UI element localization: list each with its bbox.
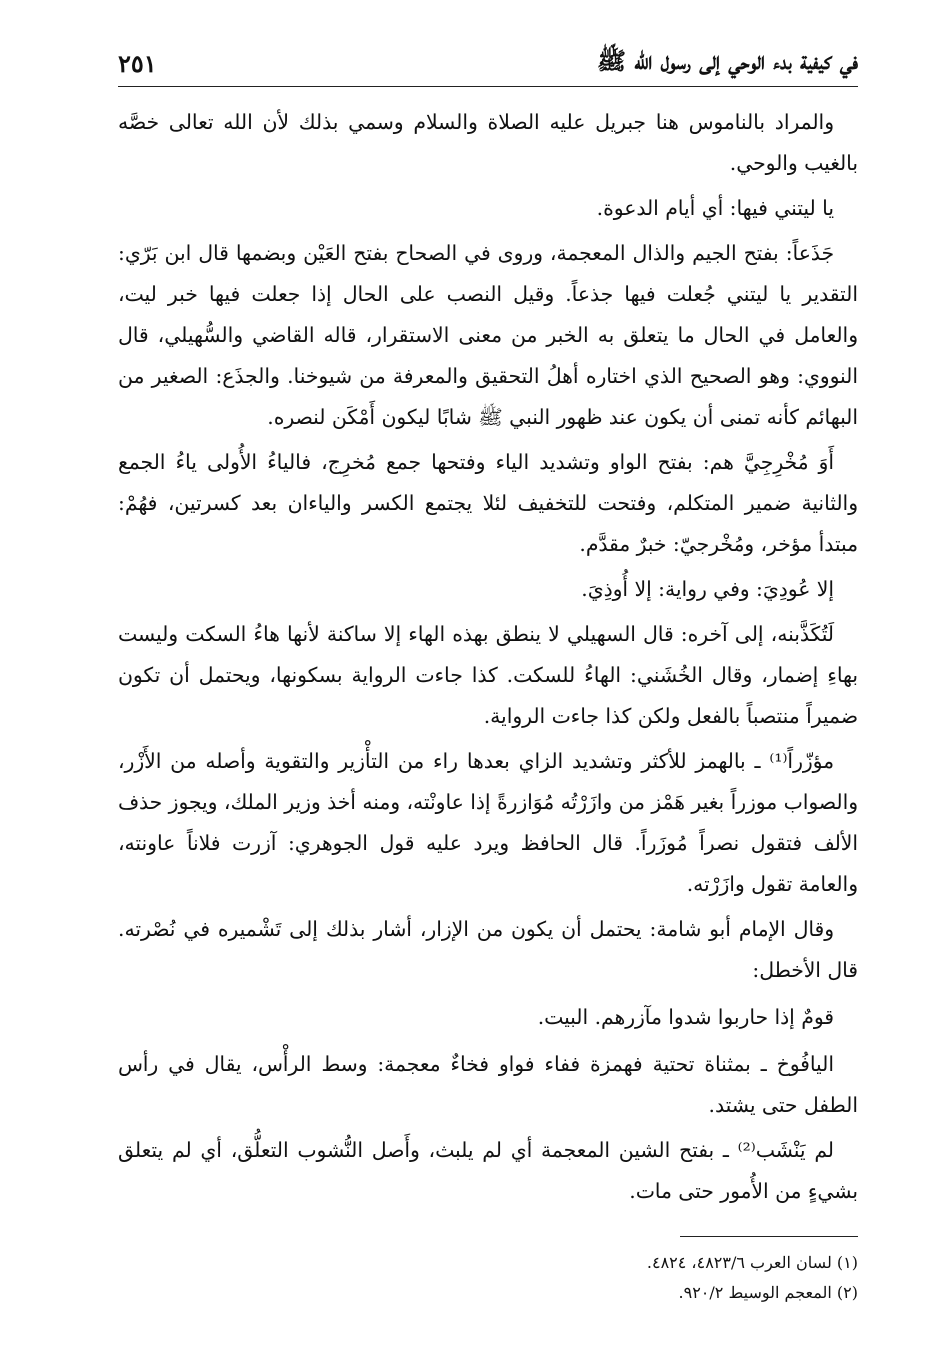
running-title: في كيفية بدء الوحي إلى رسول الله ﷺ	[596, 45, 858, 75]
paragraph: لَتُكَذَّبنه، إلى آخره: قال السهيلي لا ينطق بهذه الهاء إلا ساكنة لأنها هاءُ السكت وليست بهاءِ إضمار، وقال الخُشَني: الهاءُ للسكت. كذا جاءت الرواية بسكونها، ويحتمل أن تكون ضميراً منتصباً بالفعل ولكن كذا جاءت الرواية.	[118, 622, 858, 728]
footnote: (٢) المعجم الوسيط ٩٢٠/٢.	[678, 1283, 858, 1302]
paragraph: يا ليتني فيها: أي أيام الدعوة.	[596, 196, 834, 220]
paragraph: مؤزّراً⁽¹⁾ ـ بالهمز للأكثر وتشديد الزاي بعدها راء من التأْزير والتقوية وأصله من الأَزْر، والصواب موزراً بغير هَمْز من وازَرْتُه مُوَازرةً إذا عاونْته، ومنه أخذ وزير الملك، ويجوز حذف الألف فتقول نصراً مُوزَراً. قال الحافظ ويرد عليه قول الجوهري: آزرت فلاناً عاونته، والعامة تقول وازَرْته.	[118, 749, 858, 896]
footnote: (١) لسان العرب ٤٨٢٣/٦، ٤٨٢٤.	[646, 1253, 858, 1272]
paragraph: جَذَعاً: بفتح الجيم والذال المعجمة، وروى في الصحاح بفتح العَيْن وبضمها قال ابن بَرّي: التقدير يا ليتني جُعلت فيها جذعاً. وقيل النصب على الحال إذا جعلت فيها خبر ليت، والعامل في الحال ما يتعلق به الخبر من معنى الاستقرار، قاله القاضي والسُّهيلي، قال النووي: وهو الصحيح الذي اختاره أهلُ التحقيق والمعرفة من شيوخنا. والجذَع: الصغير من البهائم كأنه تمنى أن يكون عند ظهور النبي ﷺ شابًا ليكون أَمْكَن لنصره.	[118, 241, 858, 429]
poetry-verse: قومٌ إذا حاربوا شدوا مآزرهم. البيت.	[537, 1005, 834, 1029]
main-text	[118, 102, 858, 1216]
footnotes	[300, 1248, 858, 1308]
footnote-divider	[680, 1236, 858, 1237]
paragraph: وقال الإمام أبو شامة: يحتمل أن يكون من الإزار، أشار بذلك إلى تَشْميره في نُصْرته. قال الأخطل:	[118, 917, 858, 982]
paragraph: أَوَ مُخْرِجِيَّ هم: بفتح الواو وتشديد الياء وفتحها جمع مُخرِج، فالياءُ الأُولى ياءُ الجمع والثانية ضمير المتكلم، وفتحت للتخفيف لئلا يجتمع الكسر والياءان بعد كسرتين، فهُمْ: مبتدأ مؤخر، ومُخْرجيّ: خبرٌ مقدَّم.	[118, 450, 858, 556]
paragraph: اليافُوخ ـ بمثناة تحتية فهمزة ففاء فواو فخاءٌ معجمة: وسط الرأْس، يقال في رأس الطفل حتى يشتد.	[118, 1052, 858, 1117]
paragraph: لم يَنْشَب⁽²⁾ ـ بفتح الشين المعجمة أي لم يلبث، وأَصل النُّشوب التعلُّق، أي لم يتعلق بشيءٍ من الأُمور حتى مات.	[118, 1138, 858, 1203]
page-number: ٢٥١	[118, 48, 157, 78]
paragraph: والمراد بالناموس هنا جبريل عليه الصلاة والسلام وسمي بذلك لأن الله تعالى خصَّه بالغيب والوحي.	[118, 110, 858, 175]
paragraph: إلا عُودِيَ: وفي رواية: إلا أُوذِيَ.	[581, 577, 834, 601]
page-header	[118, 40, 858, 87]
